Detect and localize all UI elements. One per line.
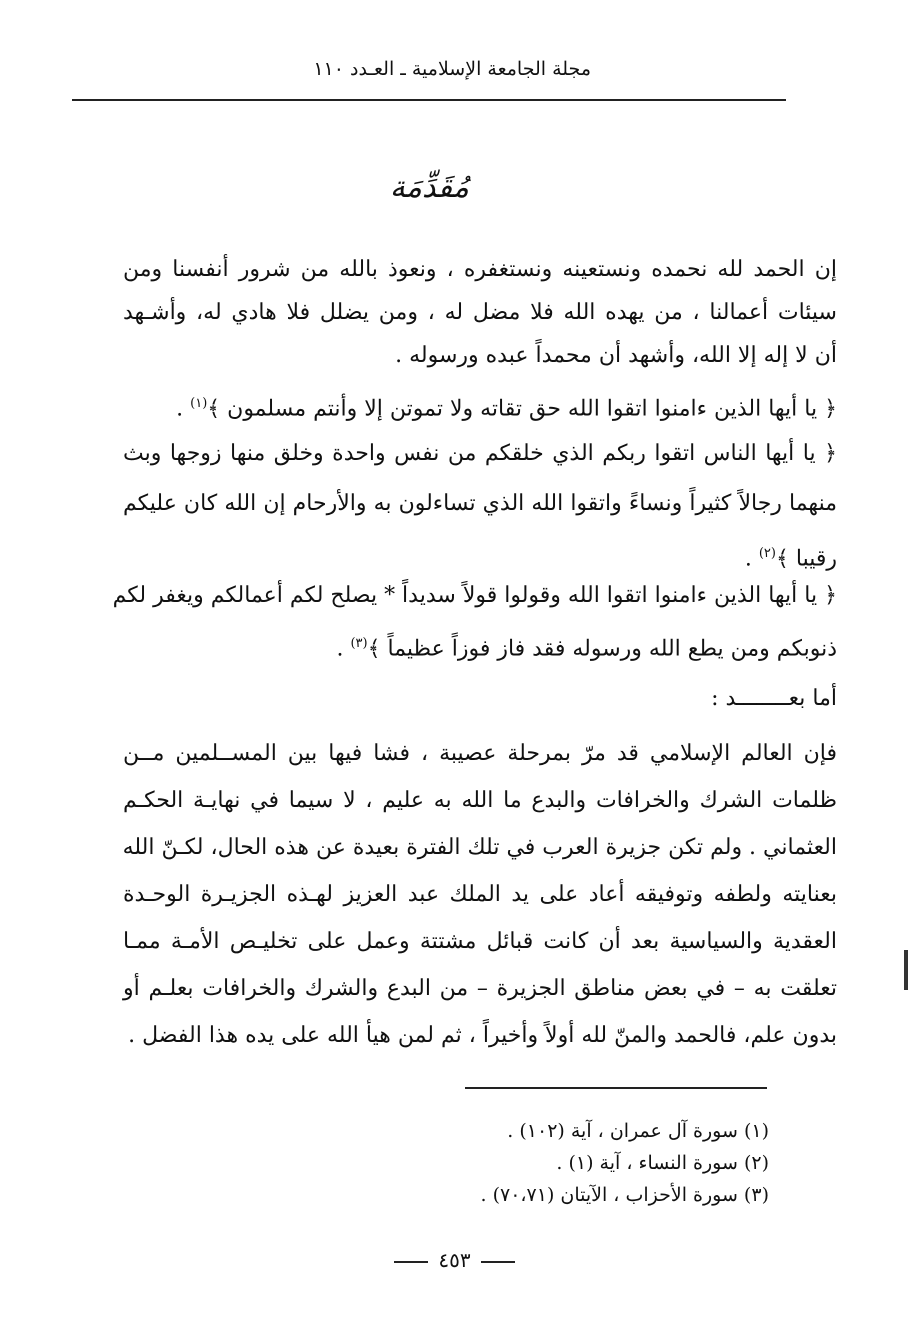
verse-1-text: ﴿ يا أيها الذين ءامنوا اتقوا الله حق تقاته ولا تموتن إلا وأنتم مسلمون ﴾ [207, 396, 837, 422]
footnote-3: (٣) سورة الأحزاب ، الآيتان (٧٠،٧١) . [480, 1184, 769, 1206]
page-number [0, 1248, 909, 1272]
verse-2-line-3 [123, 540, 837, 573]
verse-2-line-3-text: رقيبا ﴾ [775, 546, 837, 572]
verse-2-line-2: منهما رجالاً كثيراً ونساءً واتقوا الله الذي تساءلون به والأرحام إن الله كان عليكم [123, 491, 837, 516]
section-title [0, 170, 809, 205]
header-rule [72, 99, 786, 101]
verse-3-footnote-ref: (٣) [350, 636, 368, 651]
body-line-1: فإن العالم الإسلامي قد مرّ بمرحلة عصيبة ، فشا فيها بين المســلمين مــن [123, 741, 837, 766]
body-line-5: العقدية والسياسية بعد أن كانت قبائل مشتتة وعمل على تخليـص الأمـة ممـا [123, 929, 837, 954]
body-line-2: ظلمات الشرك والخرافات والبدع ما الله به عليم ، لا سيما في نهايـة الحكـم [123, 788, 837, 813]
verse-1-end: . [176, 396, 191, 422]
page-number-value: ٤٥٣ [438, 1248, 471, 1272]
intro-line-2: سيئات أعمالنا ، من يهده الله فلا مضل له ، ومن يضلل فلا هادي له، وأشـهد [123, 300, 837, 325]
footnote-rule [465, 1087, 767, 1089]
verse-3-line-2-text: ذنوبكم ومن يطع الله ورسوله فقد فاز فوزاً عظيماً ﴾ [367, 636, 837, 662]
body-line-6: تعلقت به – في بعض مناطق الجزيرة – من البدع والشرك والخرافات بعلـم أو [123, 976, 837, 1001]
body-line-3: العثماني . ولم تكن جزيرة العرب في تلك الفترة بعيدة عن هذه الحال، لكـنّ الله [122, 835, 837, 860]
body-line-7: بدون علم، فالحمد والمنّ لله أولاً وأخيراً ، ثم لمن هيأ الله على يده هذا الفضل . [128, 1023, 837, 1048]
verse-2-line-1: ﴿ يا أيها الناس اتقوا ربكم الذي خلقكم من نفس واحدة وخلق منها زوجها وبث [123, 441, 837, 466]
verse-2-end: . [744, 546, 759, 572]
body-line-4: بعنايته ولطفه وتوفيقه أعاد على يد الملك عبد العزيز لهـذه الجزيـرة الوحـدة [123, 882, 837, 907]
section-title-text: مُقَدِّمَة [389, 170, 469, 205]
amma-baad-heading: أما بعــــــــد : [711, 686, 837, 711]
verse-3-line-1: ﴿ يا أيها الذين ءامنوا اتقوا الله وقولوا قولاً سديداً * يصلح لكم أعمالكم ويغفر لكم [112, 583, 837, 608]
verse-3-line-2 [123, 630, 837, 663]
verse-2-footnote-ref: (٢) [758, 546, 776, 561]
footnote-2: (٢) سورة النساء ، آية (١) . [556, 1152, 769, 1174]
page-number-dash-right [481, 1261, 515, 1263]
verse-1-footnote-ref: (١) [190, 396, 208, 411]
verse-3-end: . [336, 636, 351, 662]
running-header-title: مجلة الجامعة الإسلامية ـ العـدد ١١٠ [313, 58, 591, 80]
intro-line-1: إن الحمد لله نحمده ونستعينه ونستغفره ، ونعوذ بالله من شرور أنفسنا ومن [123, 257, 837, 282]
intro-line-3: أن لا إله إلا الله، وأشهد أن محمداً عبده ورسوله . [395, 343, 837, 368]
verse-1 [123, 390, 837, 423]
scan-edge-mark [897, 950, 908, 990]
page-number-dash-left [394, 1261, 428, 1263]
footnote-1: (١) سورة آل عمران ، آية (١٠٢) . [507, 1120, 769, 1142]
